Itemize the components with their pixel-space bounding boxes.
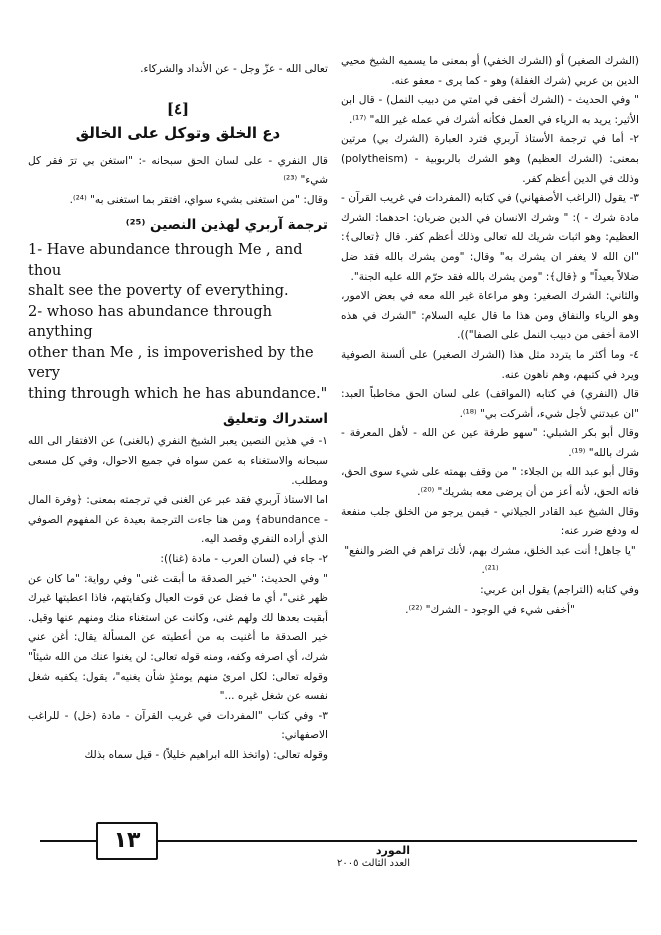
paragraph: وقال الشيخ عبد القادر الجيلاني - فيمن يرجو من الخلق جلب منفعة له ودفع ضرر عنه: [341,505,639,538]
english-line: thing through which he has abundance." [28,385,328,402]
paragraph: ٢- أما في ترجمة الأستاذ آربري فترد العبارة (الشرك بي) مرتين بمعنى: (الشرك العظيم) وهو الشرك بالربوبية - (polytheism) وذلك في الدين أعظم كفر. [341,133,639,185]
quote: "يا جاهل! أنت عبد الخلق، مشرك بهم، لأنك تراهم في الضر والنفع" ⁽²¹⁾. [344,544,636,577]
left-column [28,60,328,765]
opening-line: تعالى الله - عزّ وجل - عن الأنداد والشركاء. [140,63,328,75]
paragraph: " وفي الحديث: "خير الصدقة ما أبقت غنى" وفي رواية: "ما كان عن ظهر غنى"، أي ما فضل عن قوت العيال وكفايتهم، فاذا اعطيتها غيرك أبقيت بعدها لك ولهم غنى، وكانت عن استغناء منك ومنهم عنها وقيل. خير الصدقة ما أغنيت به من أعطيته عن المسألة يقال: أغن عني شرك، أي اصرفه وكفه، ومنه قوله تعالى: لن يغنوا عنك من الله شيئاً" وقوله تعالى: لكل امرئ منهم يومئذٍ شأن يغنيه"، يقول: يكفيه شغل نفسه عن شغل غيره ..." [28,572,328,703]
paragraph: وقوله تعالى: (واتخذ الله ابراهيم خليلاً) - قيل سماه بذلك [84,748,328,761]
niffari-quote-1: قال النفري - على لسان الحق سبحانه -: "استغن بي ترَ فقر كل شيء" ⁽²³⁾ [28,154,328,187]
page-footer [0,818,661,870]
commentary-heading: استدراك وتعليق [223,411,328,428]
paragraph: والثاني: الشرك الصغير: وهو مراعاة غير الله معه في بعض الامور، وهو الرياء والنفاق ومن هذا ما قال عليه السلام: "الشرك في هذه الامة أخفى من دبيب النمل على الصفا")). [341,290,639,342]
right-column [341,52,639,620]
paragraph: ١- في هذين النصين يعبر الشيخ النفري (بالغنى) عن الافتقار الى الله سبحانه والاستغناء به عمن سواه في جميع الاحوال، وفي كل مسعى ومطلب. [28,435,328,487]
english-line: other than Me , is impoverished by the very [28,344,314,382]
quote: "أخفى شيء في الوجود - الشرك" ⁽²²⁾. [405,603,575,616]
magazine-name: المورد [375,844,410,857]
paragraph: ٣- يقول (الراغب الأصفهاني) في كتابه (المفردات في غريب القرآن - مادة شرك - ): " وشرك الانسان في الدين ضربان: احدهما: الشرك العظيم: وهو اثبات شريك لله تعالى وذلك أعظم كفر. قال ﴿تعالى﴾: "ان الله لا يغفر ان يشرك به" وقال: "ومن يشرك بالله فقد ضل ضلالاً بعيداً" و ﴿قال﴾: "ومن يشرك بالله فقد حرّم الله عليه الجنة". [341,192,639,283]
paragraph: اما الاستاذ آربري فقد عبر عن الغنى في ترجمته بمعنى: ﴿وفرة المال - abundance﴾ ومن هنا جاءت الترجمة بعيدة عن المفهوم الصوفي الذي أراده النفري وقصد اليه. [28,494,328,546]
issue-label: العدد الثالث ٢٠٠٥ [337,858,410,869]
paragraph: " وفي الحديث - (الشرك أخفى في امتي من دبيب النمل) - قال ابن الأثير: يريد به الرياء في العمل فكأنه أشرك في عمله غير الله" ⁽¹⁷⁾. [341,94,639,126]
english-line: shalt see the poverty of everything. [28,283,289,300]
section-number: [٤] [166,99,190,118]
english-translation [28,240,328,404]
english-line: 2- whoso has abundance through anything [28,303,272,341]
niffari-quote-2: وقال: "من استغنى بشيء سواي، افتقر بما استغنى به" ⁽²⁴⁾. [69,193,328,206]
paragraph: ٣- وفي كتاب "المفردات في غريب القرآن - مادة (خل) - للراغب الاصفهاني: [28,709,328,742]
paragraph: وقال أبو بكر الشبلي: "سهو طرفة عين عن الله - لأهل المعرفة - شرك بالله" ⁽¹⁹⁾. [341,427,639,459]
paragraph: وفي كتابه (التراجم) يقول ابن عربي: [480,584,639,597]
page-number: ١٣ [96,822,158,860]
paragraph: وقال أبو عبد الله بن الجلاء: " من وقف بهمته على شيء سوى الحق، فاته الحق، لأنه أعز من أن يرضى معه بشريك" ⁽²⁰⁾. [341,466,639,499]
paragraph: ٢- جاء في (لسان العرب - مادة (غنا)): [160,552,328,565]
english-line: 1- Have abundance through Me , and thou [28,242,303,279]
paragraph: (الشرك الصغير) أو (الشرك الخفي) أو بمعنى ما يسميه الشيخ محيي الدين بن عربي (شرك الغفلة) وهو - كما يرى - معفو عنه. [341,55,639,87]
paragraph: ٤- وما أكثر ما يتردد مثل هذا (الشرك الصغير) على ألسنة الصوفية ويرد في كتبهم، وهم ناهون عنه. [341,348,639,381]
section-title: دع الخلق وتوكل على الخالق [75,123,281,142]
magazine-info [300,844,410,870]
paragraph: قال (النفري) في كتابه (المواقف) على لسان الحق مخاطباً العبد: "ان عبدتني لأجل شيء، أشركت بي" ⁽¹⁸⁾. [341,388,639,420]
arberry-translation-heading: ترجمة آربري لهذين النصين ⁽²⁵⁾ [125,217,328,234]
